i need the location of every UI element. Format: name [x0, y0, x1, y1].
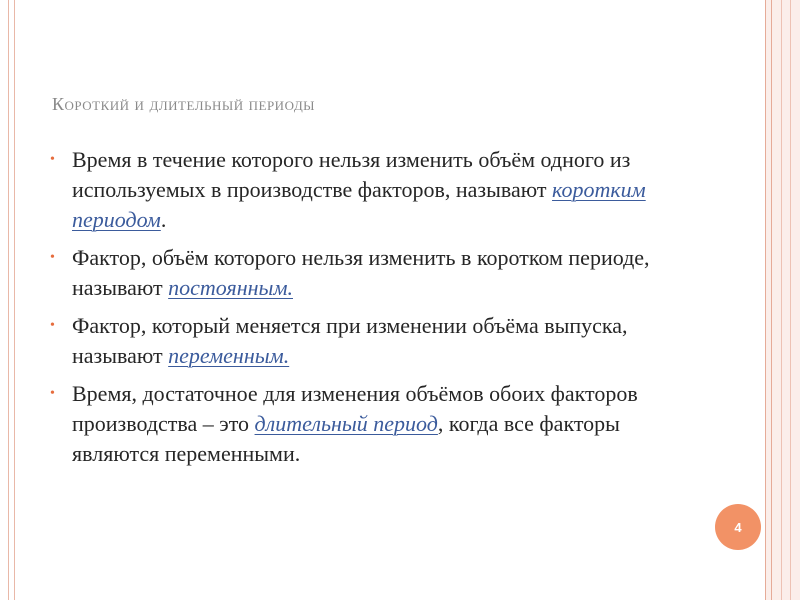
right-frame-line [765, 0, 766, 600]
bullet-item-short-period [50, 145, 700, 235]
slide-title: Короткий и длительный периоды [52, 94, 316, 114]
bullet-text-tail: , когда все факторы являются переменными. [72, 411, 620, 466]
bullet-text: Время в течение которого нельзя изменить объём одного из используемых в производстве факторов, называют [72, 147, 631, 202]
bullet-item-fixed-factor [50, 243, 700, 303]
term-link[interactable]: переменным. [168, 343, 290, 368]
page-number-badge [715, 504, 761, 550]
bullet-icon: • [50, 386, 55, 401]
term-link[interactable]: коротким периодом [72, 177, 646, 232]
bullet-icon: • [50, 250, 55, 265]
bullet-item-variable-factor [50, 311, 700, 371]
title-divider [52, 126, 764, 127]
bullet-text-tail: . [160, 207, 167, 232]
bullet-list [50, 145, 700, 477]
bullet-text: Фактор, объём которого нельзя изменить в коротком периоде, называют [72, 245, 650, 300]
right-frame-line [771, 0, 772, 600]
term-link[interactable]: длительный период [254, 411, 438, 436]
bullet-icon: • [50, 318, 55, 333]
bullet-icon: • [50, 152, 55, 167]
right-frame-line [790, 0, 791, 600]
left-frame-border [8, 0, 15, 600]
term-link[interactable]: постоянным. [168, 275, 293, 300]
bullet-text: Время, достаточное для изменения объёмов обоих факторов производства – это [72, 381, 638, 436]
page-number: 4 [734, 519, 742, 535]
bullet-text: Фактор, который меняется при изменении объёма выпуска, называют [72, 313, 628, 368]
right-frame-line [781, 0, 782, 600]
bullet-item-long-period [50, 379, 700, 469]
